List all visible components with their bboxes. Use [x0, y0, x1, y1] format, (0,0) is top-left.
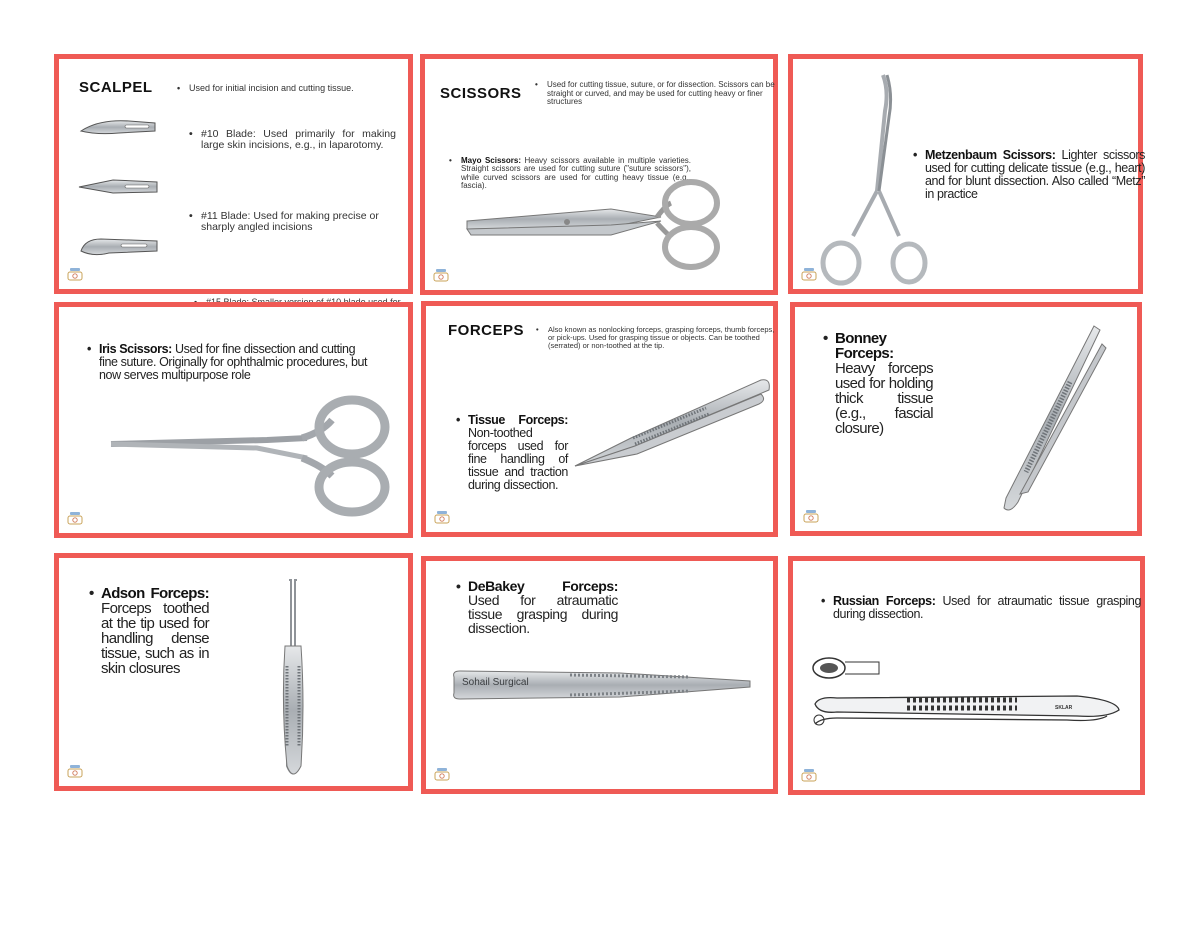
adson-desc: Forceps toothed at the tip used for handling dense tissue, such as in skin closures [101, 600, 209, 677]
iris-name: Iris Scissors: [99, 342, 172, 356]
tissue-forceps-text [456, 414, 568, 492]
tissue-forceps-image [571, 374, 776, 479]
card-iris [54, 302, 413, 538]
russian-forceps-image [807, 656, 1122, 736]
russian-desc: Used for atraumatic tissue grasping during dissection. [833, 594, 1141, 621]
card-adson [54, 553, 413, 791]
adson-name: Adson Forceps: [101, 585, 209, 602]
scalpel-blade-15-image [79, 235, 161, 259]
clinic-logo-icon [434, 767, 450, 781]
card-debakey [421, 556, 778, 794]
russian-brand-label: SKLAR [1055, 705, 1073, 711]
metzenbaum-name: Metzenbaum Scissors: [925, 148, 1056, 162]
russian-name: Russian Forceps: [833, 594, 936, 608]
metzenbaum-desc: Lighter scissors used for cutting delicate tissue (e.g., heart) and for blunt dissection. Also called “Metz” in practice [925, 148, 1145, 201]
clinic-logo-icon [67, 267, 83, 281]
adson-forceps-image [273, 576, 313, 786]
clinic-logo-icon [67, 511, 83, 525]
tissue-forceps-name: Tissue Forceps: [468, 413, 568, 427]
russian-text [821, 595, 1141, 621]
scalpel-item-10: • #10 Blade: Used primarily for making large skin incisions, e.g., in laparotomy. [189, 129, 396, 151]
card-title: SCISSORS [440, 85, 522, 102]
bonney-name: Bonney Forceps: [835, 330, 894, 362]
card-bonney [790, 302, 1142, 536]
bonney-desc: Heavy forceps used for holding thick tissue (e.g., fascial closure) [835, 360, 933, 437]
bonney-text [823, 331, 933, 436]
card-scissors [420, 54, 778, 295]
clinic-logo-icon [803, 509, 819, 523]
clinic-logo-icon [67, 764, 83, 778]
mayo-scissors-name: Mayo Scissors: [461, 155, 521, 165]
intro-text: • Used for initial incision and cutting tissue. [177, 83, 419, 93]
metzenbaum-text [913, 149, 1145, 201]
scalpel-blade-10-image [79, 117, 159, 139]
intro-text: • Also known as nonlocking forceps, grasping forceps, thumb forceps, or pick-ups. Used for grasping tissue or objects. Can be toothed (serrated) or non-toothed at the tip. [536, 326, 776, 350]
mayo-scissors-desc: Heavy scissors available in multiple varieties. Straight scissors are used for cutting suture ("suture scissors"), while curved scissors are used for cutting heavy tissue (e.g., fascia). [461, 155, 691, 190]
debakey-name: DeBakey Forceps: [468, 578, 618, 594]
tissue-forceps-desc: Non-toothed forceps used for fine handling of tissue and traction during dissection. [468, 426, 568, 492]
iris-scissors-image [107, 392, 397, 517]
scalpel-item-11: • #11 Blade: Used for making precise or sharply angled incisions [189, 211, 396, 233]
card-scalpel [54, 54, 413, 294]
adson-text [89, 586, 209, 676]
clinic-logo-icon [801, 768, 817, 782]
card-title: SCALPEL [79, 79, 153, 96]
clinic-logo-icon [434, 510, 450, 524]
card-title: FORCEPS [448, 322, 525, 339]
clinic-logo-icon [801, 267, 817, 281]
debakey-brand-label: Sohail Surgical [462, 677, 529, 688]
debakey-desc: Used for atraumatic tissue grasping during dissection. [468, 592, 618, 636]
iris-text [87, 343, 374, 382]
clinic-logo-icon [433, 268, 449, 282]
bonney-forceps-image [970, 322, 1110, 517]
intro-text: • Used for cutting tissue, suture, or for dissection. Scissors can be straight or curved, and may be used for cutting heavy or finer structures [535, 81, 785, 107]
card-metzenbaum [788, 54, 1143, 294]
card-russian [788, 556, 1145, 795]
card-forceps [421, 301, 778, 537]
mayo-scissors-image [461, 177, 731, 272]
debakey-text [456, 579, 618, 635]
iris-desc: Used for fine dissection and cutting fine suture. Originally for ophthalmic procedures, but now serves multipurpose role [99, 342, 368, 382]
scalpel-blade-11-image [77, 176, 161, 198]
